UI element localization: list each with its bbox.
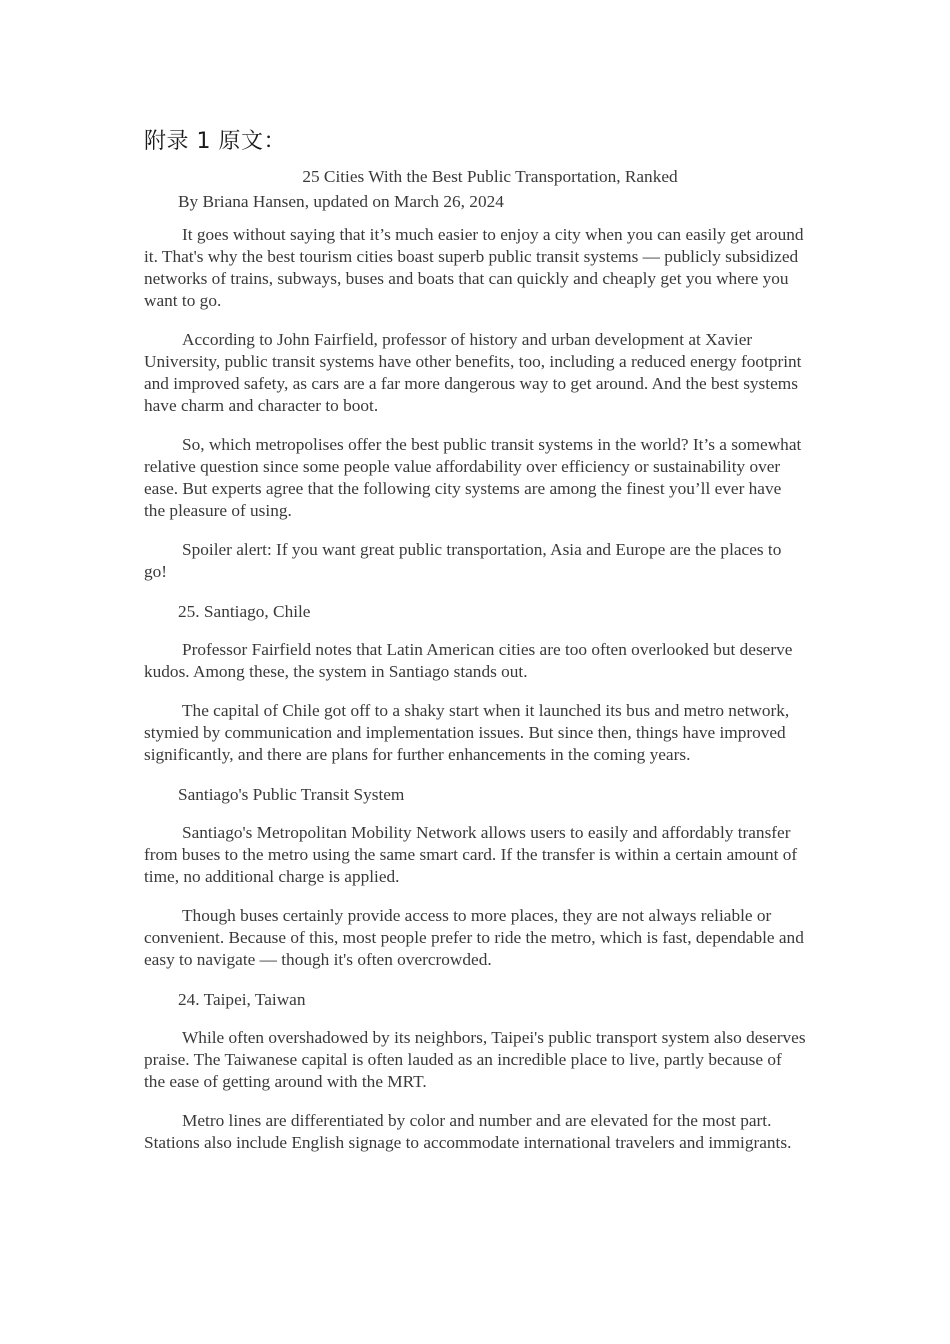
paragraph: Spoiler alert: If you want great public transportation, Asia and Europe are the places to go! xyxy=(144,540,782,581)
paragraph: It goes without saying that it’s much easier to enjoy a city when you can easily get around it. That's why the best tourism cities boast superb public transit systems — publicly subsidized networks of trains, subways, buses and boats that can quickly and cheaply get you where you want to go. xyxy=(144,225,804,310)
appendix-label: 附录 1 原文： xyxy=(144,129,286,154)
paragraph: The capital of Chile got off to a shaky start when it launched its bus and metro network, stymied by communication and implementation issues. But since then, things have improved significantly, and there are plans for further enhancements in the coming years. xyxy=(144,701,790,764)
article-byline: By Briana Hansen, updated on March 26, 2024 xyxy=(178,192,504,211)
document-page xyxy=(144,126,806,1171)
paragraph: Metro lines are differentiated by color and number and are elevated for the most part. Stations also include English signage to accommodate international travelers and immigrants. xyxy=(144,1111,792,1152)
paragraph: Though buses certainly provide access to more places, they are not always reliable or convenient. Because of this, most people prefer to ride the metro, which is fast, dependable and easy to navigate — though it's often overcrowded. xyxy=(144,906,804,969)
paragraph: So, which metropolises offer the best public transit systems in the world? It’s a somewhat relative question since some people value affordability over efficiency or sustainability over ease. But experts agree that the following city systems are among the finest you’ll ever have the pleasure of using. xyxy=(144,435,802,520)
section-heading: 24. Taipei, Taiwan xyxy=(178,990,306,1009)
paragraph: Professor Fairfield notes that Latin American cities are too often overlooked but deserve kudos. Among these, the system in Santiago stands out. xyxy=(144,640,793,681)
paragraph: Santiago's Metropolitan Mobility Network allows users to easily and affordably transfer from buses to the metro using the same smart card. If the transfer is within a certain amount of time, no additional charge is applied. xyxy=(144,823,798,886)
paragraph: While often overshadowed by its neighbors, Taipei's public transport system also deserves praise. The Taiwanese capital is often lauded as an incredible place to live, partly because of the ease of getting around with the MRT. xyxy=(144,1028,806,1091)
paragraph: According to John Fairfield, professor of history and urban development at Xavier University, public transit systems have other benefits, too, including a reduced energy footprint and improved safety, as cars are a far more dangerous way to get around. And the best systems have charm and character to boot. xyxy=(144,330,802,415)
section-heading: Santiago's Public Transit System xyxy=(178,785,405,804)
article-title: 25 Cities With the Best Public Transportation, Ranked xyxy=(302,167,678,186)
section-heading: 25. Santiago, Chile xyxy=(178,602,311,621)
